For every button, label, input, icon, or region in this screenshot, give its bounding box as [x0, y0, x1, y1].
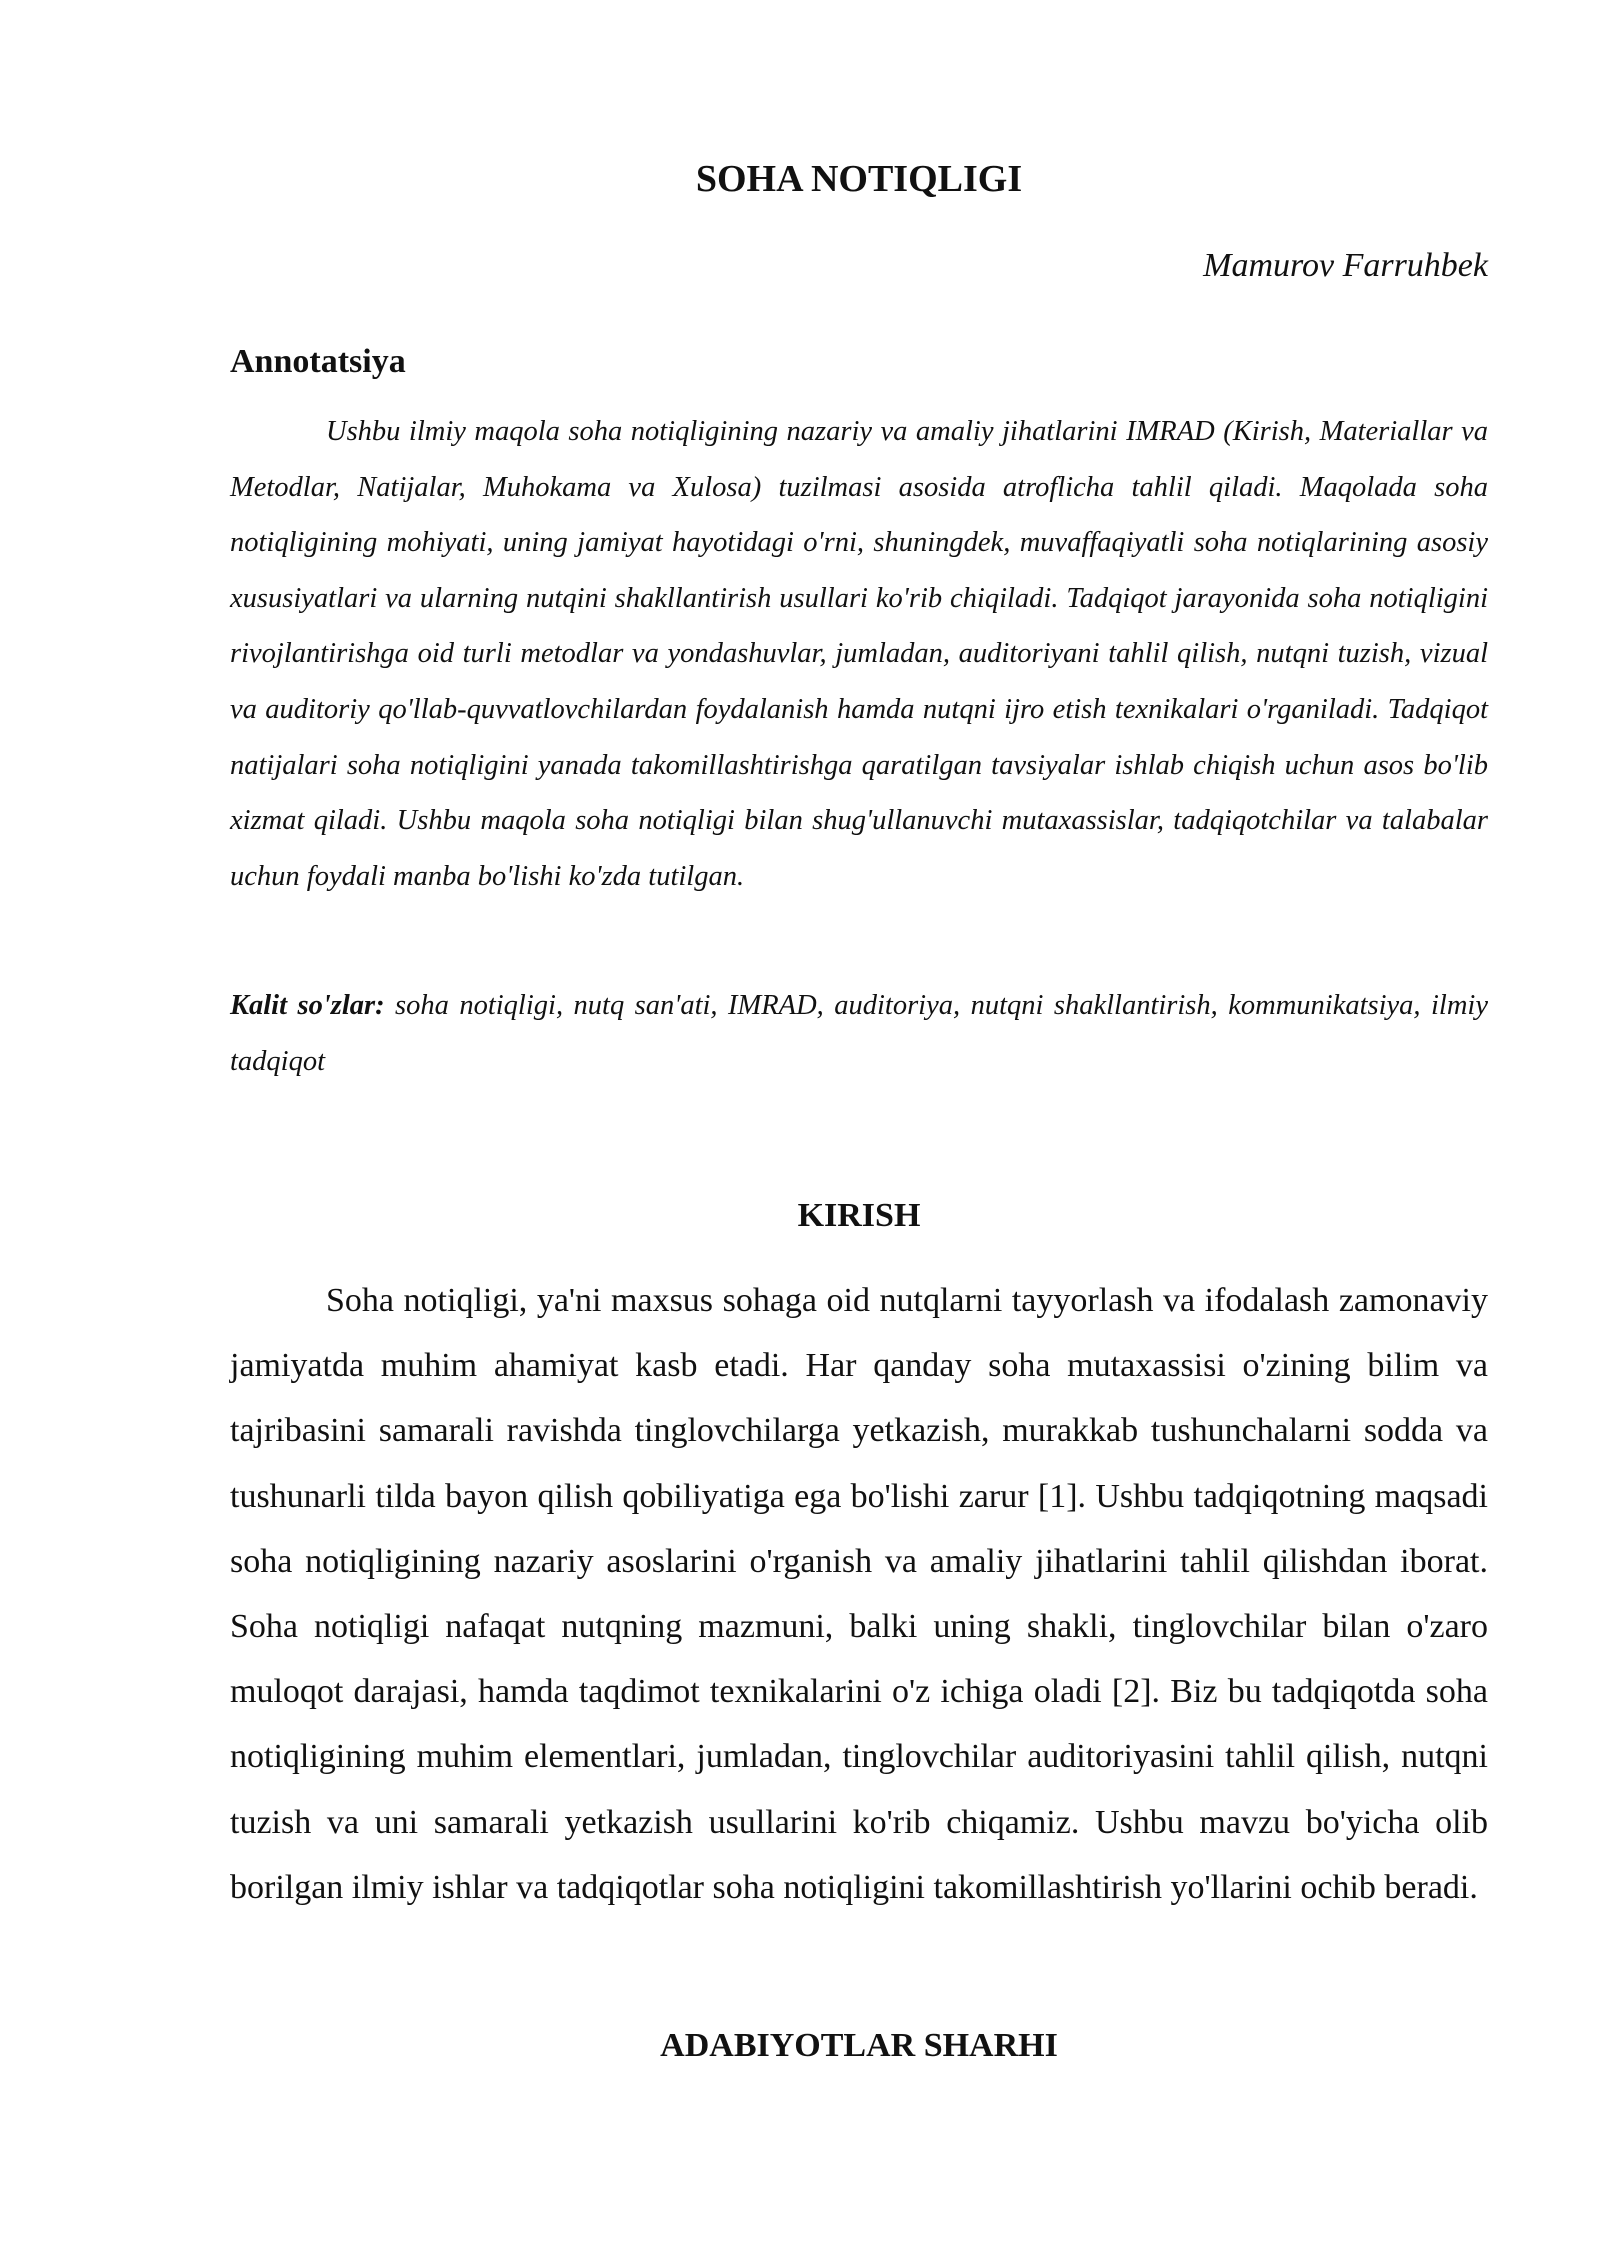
- keywords-label: Kalit so'zlar:: [230, 990, 385, 1021]
- introduction-text: Soha notiqligi, ya'ni maxsus sohaga oid nutqlarni tayyorlash va ifodalash zamonaviy jamiyatda muhim ahamiyat kasb etadi. Har qanday soha mutaxassisi o'zining bilim va tajribasini samarali ravishda tinglovchilarga yetkazish, murakkab tushunchalarni sodda va tushunarli tilda bayon qilish qobiliyatiga ega bo'lishi zarur [1]. Ushbu tadqiqotning maqsadi soha notiqligining nazariy asoslarini o'rganish va amaliy jihatlarini tahlil qilishdan iborat. Soha notiqligi nafaqat nutqning mazmuni, balki uning shakli, tinglovchilar bilan o'zaro muloqot darajasi, hamda taqdimot texnikalarini o'z ichiga oladi [2]. Biz bu tadqiqotda soha notiqligining muhim elementlari, jumladan, tinglovchilar auditoriyasini tahlil qilish, nutqni tuzish va uni samarali yetkazish usullarini ko'rib chiqamiz. Ushbu mavzu bo'yicha olib borilgan ilmiy ishlar va tadqiqotlar soha notiqligini takomillashtirish yo'llarini ochib beradi.: [230, 1282, 1488, 1906]
- annotation-text: Ushbu ilmiy maqola soha notiqligining nazariy va amaliy jihatlarini IMRAD (Kirish, Materiallar va Metodlar, Natijalar, Muhokama va Xulosa) tuzilmasi asosida atroflicha tahlil qiladi. Maqolada soha notiqligining mohiyati, uning jamiyat hayotidagi o'rni, shuningdek, muvaffaqiyatli soha notiqlarining asosiy xususiyatlari va ularning nutqini shakllantirish usullari ko'rib chiqiladi. Tadqiqot jarayonida soha notiqligini rivojlantirishga oid turli metodlar va yondashuvlar, jumladan, auditoriyani tahlil qilish, nutqni tuzish, vizual va auditoriy qo'llab-quvvatlovchilardan foydalanish hamda nutqni ijro etish texnikalari o'rganiladi. Tadqiqot natijalari soha notiqligini yanada takomillashtirishga qaratilgan tavsiyalar ishlab chiqish uchun asos bo'lib xizmat qiladi. Ushbu maqola soha notiqligi bilan shug'ullanuvchi mutaxassislar, tadqiqotchilar va talabalar uchun foydali manba bo'lishi ko'zda tutilgan.: [230, 416, 1488, 892]
- introduction-heading: KIRISH: [797, 1197, 921, 1234]
- document-title: SOHA NOTIQLIGI: [695, 158, 1023, 200]
- annotation-heading: Annotatsiya: [230, 343, 406, 380]
- keywords-paragraph: [230, 978, 1488, 1089]
- literature-review-heading: ADABIYOTLAR SHARHI: [660, 2027, 1058, 2064]
- author-name: Mamurov Farruhbek: [1203, 247, 1488, 284]
- keywords-text: soha notiqligi, nutq san'ati, IMRAD, auditoriya, nutqni shakllantirish, kommunikatsiya, ilmiy tadqiqot: [230, 990, 1488, 1077]
